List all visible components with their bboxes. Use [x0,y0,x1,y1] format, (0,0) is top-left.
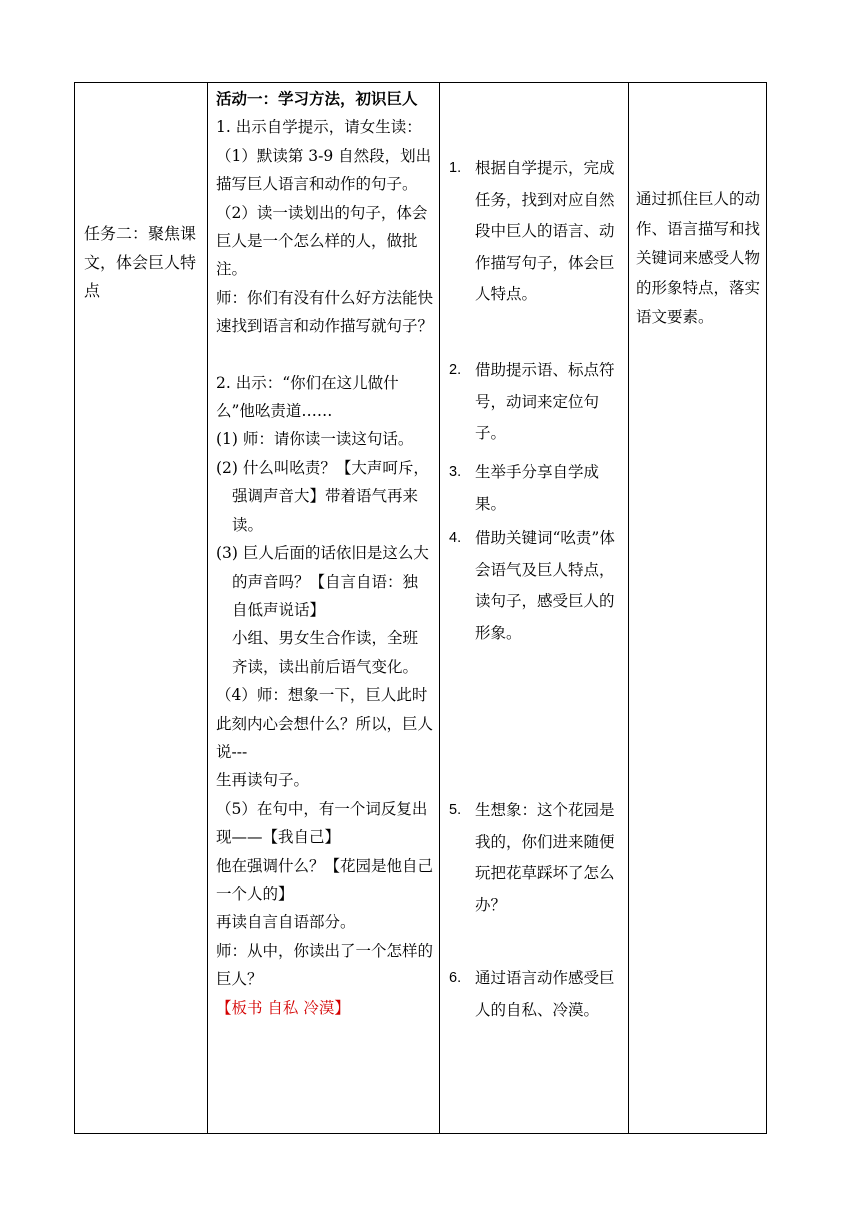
step2-item-4: （4）师：想象一下，巨人此时此刻内心会想什么？所以，巨人说--- [216,686,434,761]
student-item [449,795,622,921]
step2-item-5-read: 再读自言自语部分。 [216,913,356,932]
student-item [449,153,622,311]
student-item-number: 1. [449,160,462,176]
step2-item-5-question: 他在强调什么？【花园是他自己一个人的】 [216,856,434,903]
step2-item-2: (2) 什么叫吆责？【大声呵斥，强调声音大】带着语气再来读。 [216,458,429,534]
student-item [449,457,622,520]
step2-intro: 2. 出示：“你们在这儿做什么”他吆责道…… [216,373,399,421]
step1-intro: 1. 出示自学提示，请女生读： [216,118,422,137]
student-activity-cell [440,83,629,1134]
student-item-number: 6. [449,970,462,986]
step2-item-3-more: 小组、男女生合作读，全班齐读，读出前后语气变化。 [232,629,419,676]
step1-item-a: （1）默读第 3-9 自然段，划出描写巨人语言和动作的句子。 [216,146,432,194]
step2-item-5-ask: 师：从中，你读出了一个怎样的巨人？ [216,941,434,989]
design-intent-text: 通过抓住巨人的动作、语言描写和找关键词来感受人物的形象特点，落实语文要素。 [636,190,761,326]
student-item-text: 通过语言动作感受巨人的自私、冷漠。 [475,969,615,1019]
student-item-number: 4. [449,530,462,546]
task-text: 任务二：聚焦课文，体会巨人特点 [84,224,197,300]
student-item-number: 3. [449,464,462,480]
design-intent-cell [629,83,767,1134]
student-item [449,355,622,450]
teacher-activity-cell [208,83,440,1134]
step2-item-3: (3) 巨人后面的话依旧是这么大的声音吗？【自言自语：独自低声说话】 [216,544,429,619]
student-item [449,523,622,649]
lesson-plan-table [74,82,767,1134]
activity-title: 活动一：学习方法，初识巨人 [216,89,418,108]
step1-item-b: （2）读一读划出的句子，体会巨人是一个怎么样的人，做批注。 [216,203,428,279]
spacer [216,341,433,369]
student-item-text: 借助提示语、标点符号，动词来定位句子。 [475,361,615,442]
student-item-text: 根据自学提示，完成任务，找到对应自然段中巨人的语言、动作描写句子，体会巨人特点。 [475,159,615,303]
step1-question: 师：你们有没有什么好方法能快速找到语言和动作描写就句子？ [216,288,434,336]
student-item-number: 2. [449,362,462,378]
board-note: 【板书 自私 冷漠】 [216,998,350,1017]
student-item-text: 生举手分享自学成果。 [475,463,600,513]
step2-item-1: (1) 师：请你读一读这句话。 [216,430,414,449]
student-item [449,963,622,1026]
task-cell [75,83,208,1134]
step2-item-4-more: 生再读句子。 [216,771,310,790]
student-item-number: 5. [449,802,462,818]
table-row [75,83,767,1134]
student-item-text: 生想象：这个花园是我的，你们进来随便玩把花草踩坏了怎么办？ [475,801,615,914]
step2-item-5: （5）在句中，有一个词反复出现——【我自己】 [216,799,428,847]
student-item-text: 借助关键词“吆责”体会语气及巨人特点，读句子，感受巨人的形象。 [475,529,615,642]
